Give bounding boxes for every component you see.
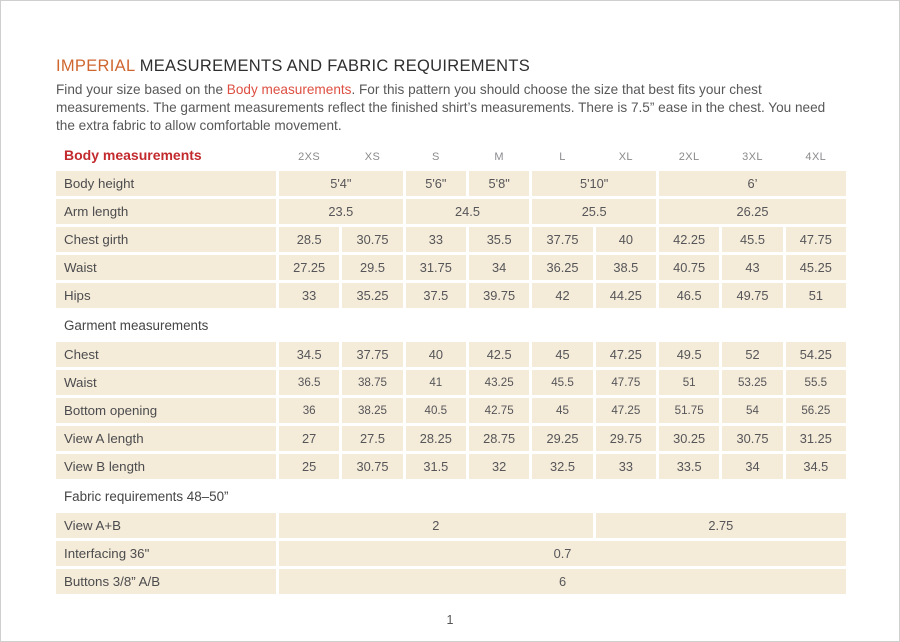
value-cell: 47.75	[596, 370, 656, 395]
table-row	[56, 370, 846, 395]
value-cell: 44.25	[596, 283, 656, 308]
row-label: Bottom opening	[56, 398, 276, 423]
value-cell: 30.25	[659, 426, 719, 451]
value-cell: 27.5	[342, 426, 402, 451]
page-content	[56, 57, 846, 597]
value-cell: 45	[532, 342, 592, 367]
value-cell: 27.25	[279, 255, 339, 280]
value-cell: 37.75	[342, 342, 402, 367]
size-column-header: S	[431, 151, 440, 163]
value-cell: 49.5	[659, 342, 719, 367]
row-label: Chest	[56, 342, 276, 367]
value-cell: 54	[722, 398, 782, 423]
value-cell: 5'6"	[406, 171, 466, 196]
value-cell: 39.75	[469, 283, 529, 308]
value-cell: 32	[469, 454, 529, 479]
value-cell: 29.75	[596, 426, 656, 451]
value-cell: 5'8"	[469, 171, 529, 196]
value-cell: 29.5	[342, 255, 402, 280]
value-cell: 51	[786, 283, 846, 308]
value-cell: 5'10"	[532, 171, 656, 196]
value-cell: 29.25	[532, 426, 592, 451]
size-column-header: 4XL	[805, 151, 827, 163]
size-column-header: 2XS	[298, 151, 321, 163]
value-cell: 37.75	[532, 227, 592, 252]
value-cell: 2.75	[596, 513, 846, 538]
value-cell: 33	[279, 283, 339, 308]
value-cell: 31.5	[406, 454, 466, 479]
size-column-header: 3XL	[742, 151, 763, 163]
value-cell: 37.5	[406, 283, 466, 308]
value-cell: 47.25	[596, 398, 656, 423]
value-cell: 42.25	[659, 227, 719, 252]
value-cell: 40	[596, 227, 656, 252]
value-cell: 2	[279, 513, 593, 538]
value-cell: 47.75	[786, 227, 846, 252]
row-label: View A length	[56, 426, 276, 451]
table-row	[56, 342, 846, 367]
value-cell: 36.25	[532, 255, 592, 280]
value-cell: 24.5	[406, 199, 530, 224]
intro-body-measurements-ref: Body measurements	[226, 82, 352, 97]
intro-text-before: Find your size based on the	[56, 82, 227, 97]
value-cell: 41	[406, 370, 466, 395]
row-label: Body height	[56, 171, 276, 196]
table-row	[56, 171, 846, 196]
value-cell: 30.75	[342, 227, 402, 252]
value-cell: 32.5	[532, 454, 592, 479]
value-cell: 45.5	[722, 227, 782, 252]
value-cell: 30.75	[342, 454, 402, 479]
page-number: 1	[446, 613, 454, 627]
value-cell: 56.25	[786, 398, 846, 423]
size-column-header: XL	[618, 151, 633, 163]
title-accent: IMPERIAL	[56, 57, 135, 75]
value-cell: 43	[722, 255, 782, 280]
table-row	[56, 454, 846, 479]
section-heading: Fabric requirements 48–50”	[64, 488, 229, 504]
value-cell: 40.5	[406, 398, 466, 423]
value-cell: 28.5	[279, 227, 339, 252]
value-cell: 54.25	[786, 342, 846, 367]
value-cell: 33	[596, 454, 656, 479]
value-cell: 45	[532, 398, 592, 423]
value-cell: 31.25	[786, 426, 846, 451]
value-cell: 6’	[659, 171, 846, 196]
value-cell: 38.75	[342, 370, 402, 395]
value-cell: 49.75	[722, 283, 782, 308]
row-label: Hips	[56, 283, 276, 308]
value-cell: 30.75	[722, 426, 782, 451]
value-cell: 43.25	[469, 370, 529, 395]
value-cell: 28.75	[469, 426, 529, 451]
measurement-table	[56, 142, 846, 594]
value-cell: 45.25	[786, 255, 846, 280]
table-header-row	[56, 142, 846, 166]
value-cell: 31.75	[406, 255, 466, 280]
value-cell: 47.25	[596, 342, 656, 367]
value-cell: 33.5	[659, 454, 719, 479]
section-heading: Garment measurements	[64, 317, 209, 333]
table-row	[56, 227, 846, 252]
value-cell: 5'4"	[279, 171, 403, 196]
value-cell: 46.5	[659, 283, 719, 308]
value-cell: 25	[279, 454, 339, 479]
row-label: View B length	[56, 454, 276, 479]
intro-paragraph	[56, 81, 846, 135]
size-column-header: M	[494, 151, 504, 163]
value-cell: 40	[406, 342, 466, 367]
intro-text-after: . For this pattern you should choose the size that best fits your chest measurements. The garment measurements reflect the finished shirt’s measurements. There is 7.5” ease in the chest. You need the extra fabric to allow comfortable movement.	[56, 82, 826, 133]
row-label: Interfacing 36"	[56, 541, 276, 566]
value-cell: 42.75	[469, 398, 529, 423]
size-column-header: XS	[364, 151, 381, 163]
value-cell: 42	[532, 283, 592, 308]
value-cell: 53.25	[722, 370, 782, 395]
size-column-header: 2XL	[678, 151, 700, 163]
table-row	[56, 513, 846, 538]
table-row	[56, 283, 846, 308]
row-label: Arm length	[56, 199, 276, 224]
value-cell: 6	[279, 569, 846, 594]
value-cell: 23.5	[279, 199, 403, 224]
value-cell: 34.5	[279, 342, 339, 367]
value-cell: 34	[469, 255, 529, 280]
value-cell: 42.5	[469, 342, 529, 367]
value-cell: 55.5	[786, 370, 846, 395]
value-cell: 25.5	[532, 199, 656, 224]
value-cell: 40.75	[659, 255, 719, 280]
value-cell: 35.5	[469, 227, 529, 252]
value-cell: 36	[279, 398, 339, 423]
table-row	[56, 426, 846, 451]
value-cell: 51.75	[659, 398, 719, 423]
table-row	[56, 199, 846, 224]
value-cell: 28.25	[406, 426, 466, 451]
row-label: Waist	[56, 370, 276, 395]
table-row	[56, 569, 846, 594]
value-cell: 0.7	[279, 541, 846, 566]
value-cell: 27	[279, 426, 339, 451]
table-row	[56, 541, 846, 566]
value-cell: 38.25	[342, 398, 402, 423]
page-title	[56, 57, 846, 76]
title-rest: MEASUREMENTS AND FABRIC REQUIREMENTS	[134, 57, 531, 75]
row-label: Waist	[56, 255, 276, 280]
value-cell: 36.5	[279, 370, 339, 395]
value-cell: 33	[406, 227, 466, 252]
table-row	[56, 398, 846, 423]
value-cell: 35.25	[342, 283, 402, 308]
row-label: View A+B	[56, 513, 276, 538]
value-cell: 38.5	[596, 255, 656, 280]
row-label: Buttons 3/8” A/B	[56, 569, 276, 594]
value-cell: 45.5	[532, 370, 592, 395]
value-cell: 34.5	[786, 454, 846, 479]
value-cell: 51	[659, 370, 719, 395]
value-cell: 52	[722, 342, 782, 367]
value-cell: 26.25	[659, 199, 846, 224]
size-column-header: L	[559, 151, 566, 163]
table-title: Body measurements	[64, 147, 202, 163]
value-cell: 34	[722, 454, 782, 479]
row-label: Chest girth	[56, 227, 276, 252]
table-row	[56, 255, 846, 280]
